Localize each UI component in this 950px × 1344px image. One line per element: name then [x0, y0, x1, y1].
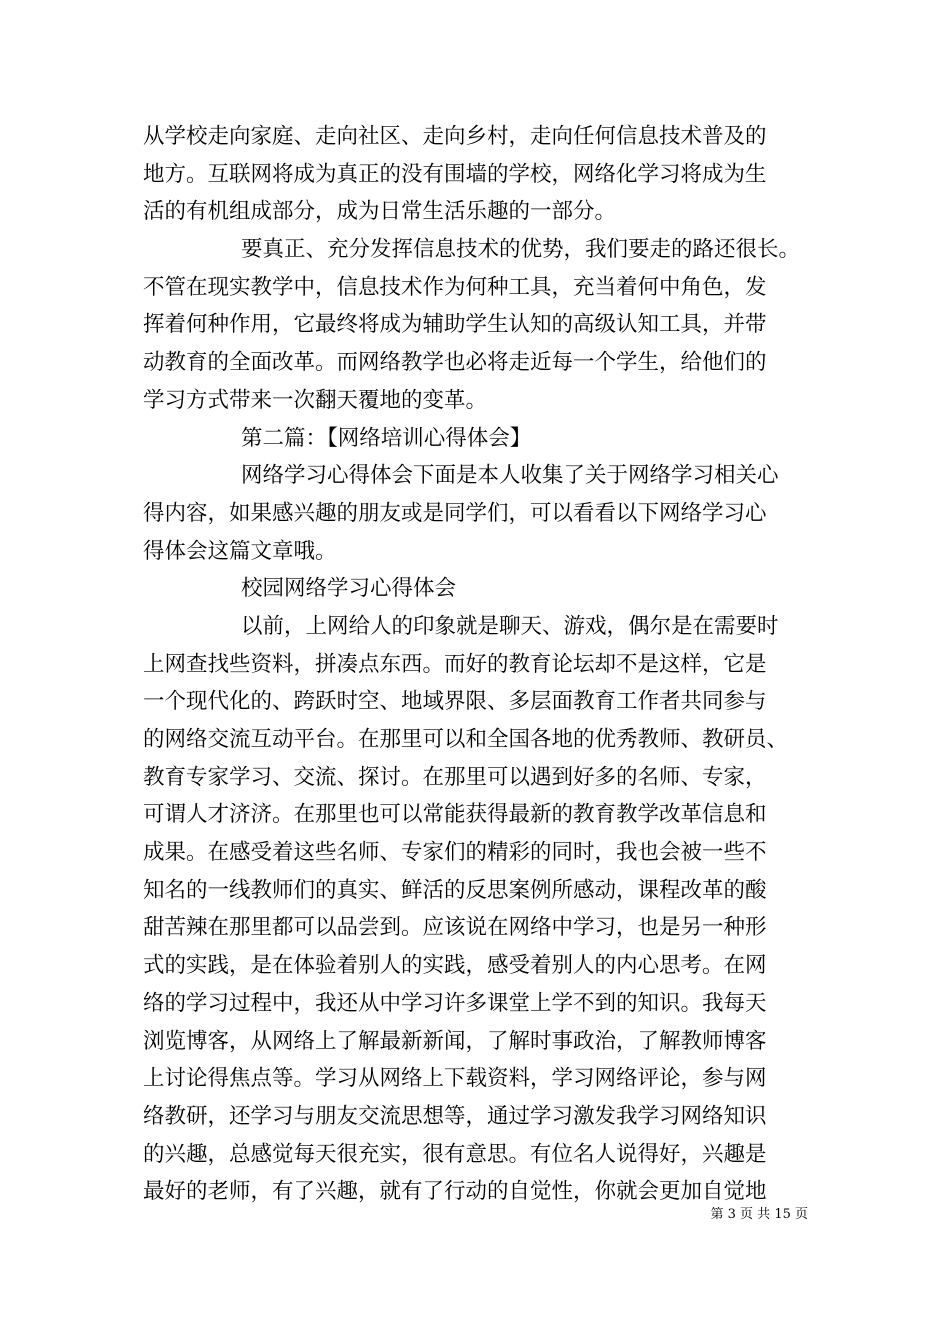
text-line: 从学校走向家庭、走向社区、走向乡村，走向任何信息技术普及的 [143, 124, 767, 149]
text-line: 学习方式带来一次翻天覆地的变革。 [143, 387, 488, 413]
text-line: 浏览博客，从网络上了解最新新闻，了解时事政治，了解教师博客 [143, 1028, 767, 1054]
document-body [143, 118, 815, 1211]
text-line: 教育专家学习、交流、探讨。在那里可以遇到好多的名师、专家， [143, 764, 767, 790]
text-line: 网络学习心得体会下面是本人收集了关于网络学习相关心 [241, 463, 779, 489]
text-line: 知名的一线教师们的真实、鲜活的反思案例所感动，课程改革的酸 [143, 877, 767, 903]
text-line: 活的有机组成部分，成为日常生活乐趣的一部分。 [143, 199, 617, 225]
text-line: 第二篇：【网络培训心得体会】 [241, 425, 532, 451]
text-line: 得体会这篇文章哦。 [143, 538, 337, 564]
text-line: 动教育的全面改革。而网络教学也必将走近每一个学生，给他们的 [143, 350, 767, 376]
text-line: 式的实践，是在体验着别人的实践，感受着别人的内心思考。在网 [143, 953, 767, 979]
text-line: 可谓人才济济。在那里也可以常能获得最新的教育教学改革信息和 [143, 802, 767, 828]
text-line: 络教研，还学习与朋友交流思想等，通过学习激发我学习网络知识 [143, 1103, 767, 1129]
text-line: 的兴趣，总感觉每天很充实，很有意思。有位名人说得好，兴趣是 [143, 1141, 767, 1167]
text-line: 得内容，如果感兴趣的朋友或是同学们，可以看看以下网络学习心 [143, 500, 767, 526]
text-line: 挥着何种作用，它最终将成为辅助学生认知的高级认知工具，并带 [143, 312, 767, 338]
text-line: 要真正、充分发挥信息技术的优势，我们要走的路还很长。 [241, 237, 801, 263]
text-line: 的网络交流互动平台。在那里可以和全国各地的优秀教师、教研员、 [143, 727, 789, 752]
text-line: 最好的老师，有了兴趣，就有了行动的自觉性，你就会更加自觉地 [143, 1179, 767, 1205]
text-line: 络的学习过程中，我还从中学习许多课堂上学不到的知识。我每天 [143, 990, 767, 1016]
text-line: 一个现代化的、跨跃时空、地域界限、多层面教育工作者共同参与 [143, 689, 767, 715]
text-line: 校园网络学习心得体会 [241, 576, 457, 602]
text-line: 地方。互联网将成为真正的没有围墙的学校，网络化学习将成为生 [143, 161, 767, 187]
text-line: 上讨论得焦点等。学习从网络上下载资料，学习网络评论，参与网 [143, 1066, 767, 1092]
text-line: 以前，上网给人的印象就是聊天、游戏，偶尔是在需要时 [241, 613, 779, 639]
page-number: 第 3 页 共 15 页 [710, 1207, 808, 1222]
text-line: 上网查找些资料，拼凑点东西。而好的教育论坛却不是这样，它是 [143, 651, 767, 677]
text-line: 不管在现实教学中，信息技术作为何种工具，充当着何中角色，发 [143, 274, 767, 300]
text-line: 成果。在感受着这些名师、专家们的精彩的同时，我也会被一些不 [143, 840, 767, 866]
text-line: 甜苦辣在那里都可以品尝到。应该说在网络中学习，也是另一种形 [143, 915, 767, 941]
